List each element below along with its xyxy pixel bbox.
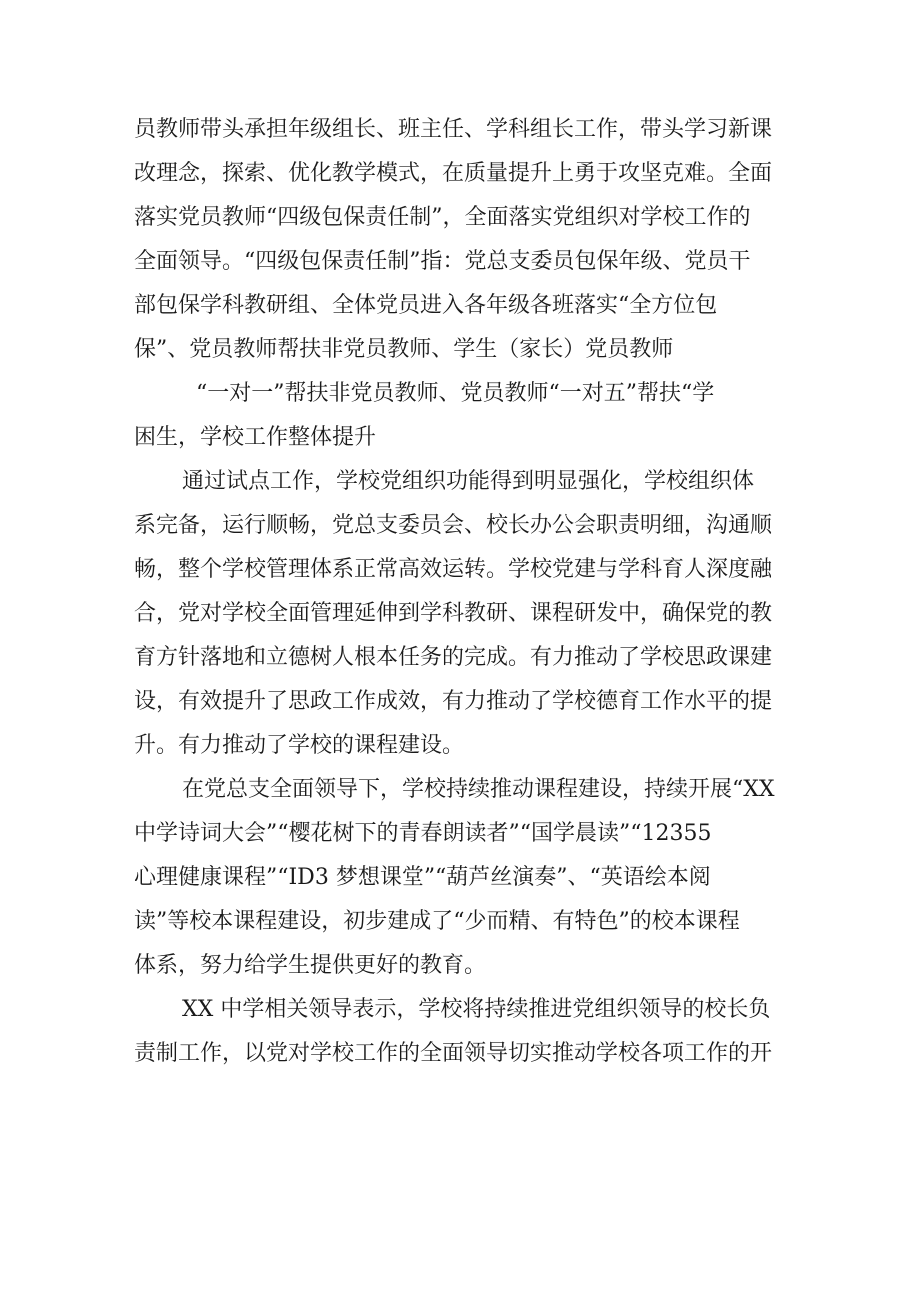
text-line: 落实党员教师“四级包保责任制”，全面落实党组织对学校工作的 xyxy=(134,205,751,230)
text-line: 体系，努力给学生提供更好的教育。 xyxy=(134,953,487,978)
text-line: 改理念，探索、优化教学模式，在质量提升上勇于攻坚克难。全面 xyxy=(134,161,773,186)
text-line: 责制工作，以党对学校工作的全面领导切实推动学校各项工作的开 xyxy=(134,1041,773,1066)
text-line: 育方针落地和立德树人根本任务的完成。有力推动了学校思政课建 xyxy=(134,645,773,670)
text-line: 中学诗词大会”“樱花树下的青春朗读者”“国学晨读”“12355 xyxy=(134,821,712,846)
document-page xyxy=(134,108,794,1076)
text-line: 部包保学科教研组、全体党员进入各年级各班落实“全方位包 xyxy=(134,293,718,318)
text-line: 通过试点工作，学校党组织功能得到明显强化，学校组织体 xyxy=(182,469,755,494)
text-line: 升。有力推动了学校的课程建设。 xyxy=(134,733,465,758)
text-line: 在党总支全面领导下，学校持续推动课程建设，持续开展“XX xyxy=(182,777,775,802)
paragraph-4 xyxy=(134,768,794,988)
paragraph-1 xyxy=(134,108,794,372)
paragraph-2 xyxy=(134,372,794,460)
text-line: 心理健康课程”“ID3 梦想课堂”“葫芦丝演奏”、“英语绘本阅 xyxy=(134,865,711,890)
text-line: 全面领导。“四级包保责任制”指：党总支委员包保年级、党员干 xyxy=(134,249,751,274)
text-line: 员教师带头承担年级组长、班主任、学科组长工作，带头学习新课 xyxy=(134,117,773,142)
paragraph-3 xyxy=(134,460,794,768)
text-line: 系完备，运行顺畅，党总支委员会、校长办公会职责明细，沟通顺 xyxy=(134,513,773,538)
text-line: 合，党对学校全面管理延伸到学科教研、课程研发中，确保党的教 xyxy=(134,601,773,626)
text-line: 困生，学校工作整体提升 xyxy=(134,425,377,450)
text-line: 保”、党员教师帮扶非党员教师、学生（家长）党员教师 xyxy=(134,337,674,362)
text-line: “一对一”帮扶非党员教师、党员教师“一对五”帮扶“学 xyxy=(196,381,715,406)
paragraph-5 xyxy=(134,988,794,1076)
text-line: 设，有效提升了思政工作成效，有力推动了学校德育工作水平的提 xyxy=(134,689,773,714)
text-line: 畅，整个学校管理体系正常高效运转。学校党建与学科育人深度融 xyxy=(134,557,773,582)
text-line: XX 中学相关领导表示，学校将持续推进党组织领导的校长负 xyxy=(182,997,771,1022)
text-line: 读”等校本课程建设，初步建成了“少而精、有特色”的校本课程 xyxy=(134,909,740,934)
